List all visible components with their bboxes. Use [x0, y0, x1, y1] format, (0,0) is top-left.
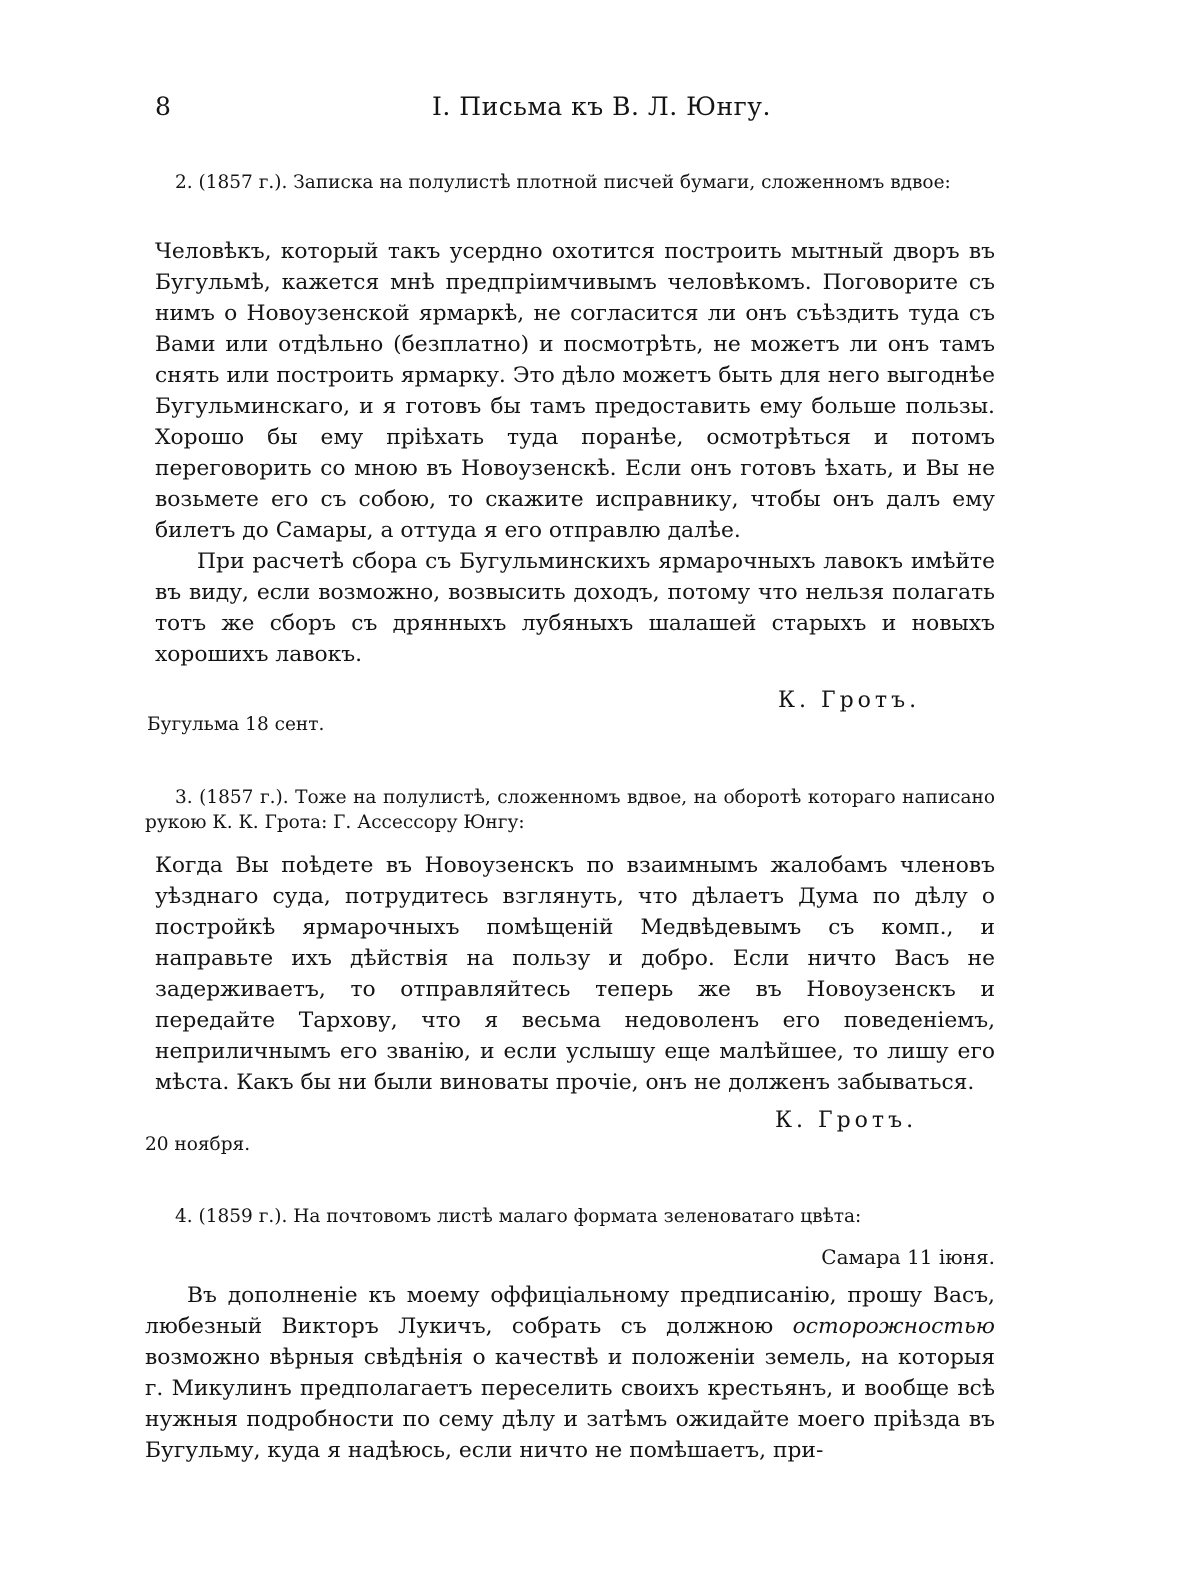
letter-4-place-date: Самара 11 іюня.: [821, 1245, 995, 1269]
letter-3-body: [145, 850, 995, 1098]
letter-3-heading: 3. (1857 г.). Тоже на полулистѣ, сложенномъ вдвое, на оборотѣ котораго написано рукою К. К. Грота: Г. Ассессору Юнгу:: [145, 787, 995, 833]
running-head: I. Письма къ В. Л. Юнгу.: [432, 92, 771, 121]
letter-2-signature: К. Гротъ.: [778, 688, 921, 713]
letter-2-body: [145, 236, 995, 670]
letter-4-text-before-italic: Въ дополненіе къ моему оффиціальному предписанію, прошу Васъ, любезный Викторъ Лукичъ, собрать съ должною: [145, 1283, 995, 1339]
letter-2-heading-block: [145, 170, 995, 195]
letter-4-heading: 4. (1859 г.). На почтовомъ листѣ малаго формата зеленоватаго цвѣта:: [175, 1206, 862, 1227]
letter-3-dateline: 20 ноября.: [145, 1134, 251, 1155]
letter-2-heading: 2. (1857 г.). Записка на полулистѣ плотной писчей бумаги, сложенномъ вдвое:: [175, 172, 951, 193]
letter-2-paragraph-1: Человѣкъ, который такъ усердно охотится построить мытный дворъ въ Бугульмѣ, кажется мнѣ предпріимчивымъ человѣкомъ. Поговорите съ нимъ о Новоузенской ярмаркѣ, не согласится ли онъ съѣздить туда съ Вами или отдѣльно (безплатно) и посмотрѣть, не можетъ ли онъ тамъ снять или построить ярмарку. Это дѣло можетъ быть для него выгоднѣе Бугульминскаго, и я готовъ бы тамъ предоставить ему больше пользы. Хорошо бы ему пріѣхать туда поранѣе, осмотрѣться и потомъ переговорить со мною въ Новоузенскѣ. Если онъ готовъ ѣхать, и Вы не возьмете его съ собою, то скажите исправнику, чтобы онъ далъ ему билетъ до Самары, а оттуда я его отправлю далѣе.: [155, 239, 995, 543]
letter-4-body: [145, 1280, 995, 1466]
letter-4-italic-word: осторожностью: [792, 1314, 995, 1339]
letter-4-heading-block: [145, 1204, 995, 1229]
letter-3-heading-block: [145, 785, 995, 835]
letter-2-paragraph-2: При расчетѣ сбора съ Бугульминскихъ ярмарочныхъ лавокъ имѣйте въ виду, если возможно, возвысить доходъ, потому что нельзя полагать тотъ же сборъ съ дрянныхъ лубяныхъ шалашей старыхъ и новыхъ хорошихъ лавокъ.: [155, 549, 995, 667]
letter-3-paragraph-1: Когда Вы поѣдете въ Новоузенскъ по взаимнымъ жалобамъ членовъ уѣзднаго суда, потрудитесь взглянуть, что дѣлаетъ Дума по дѣлу о постройкѣ ярмарочныхъ помѣщеній Медвѣдевымъ съ комп., и направьте ихъ дѣйствія на пользу и добро. Если ничто Васъ не задерживаетъ, то отправляйтесь теперь же въ Новоузенскъ и передайте Тархову, что я весьма недоволенъ его поведеніемъ, неприличнымъ его званію, и если услышу еще малѣйшее, то лишу его мѣста. Какъ бы ни были виноваты прочіе, онъ не долженъ забываться.: [155, 853, 995, 1095]
letter-4-text-after-italic: возможно вѣрныя свѣдѣнія о качествѣ и положеніи земель, на которыя г. Микулинъ предполагаетъ переселить своихъ крестьянъ, и вообще всѣ нужныя подробности по сему дѣлу и затѣмъ ожидайте моего пріѣзда въ Бугульму, куда я надѣюсь, если ничто не помѣшаетъ, при-: [145, 1345, 995, 1463]
letter-2-dateline: Бугульма 18 сент.: [147, 714, 325, 735]
page-number: 8: [155, 92, 171, 121]
letter-3-signature: К. Гротъ.: [775, 1108, 918, 1133]
letter-4-paragraph-1: [145, 1280, 995, 1466]
